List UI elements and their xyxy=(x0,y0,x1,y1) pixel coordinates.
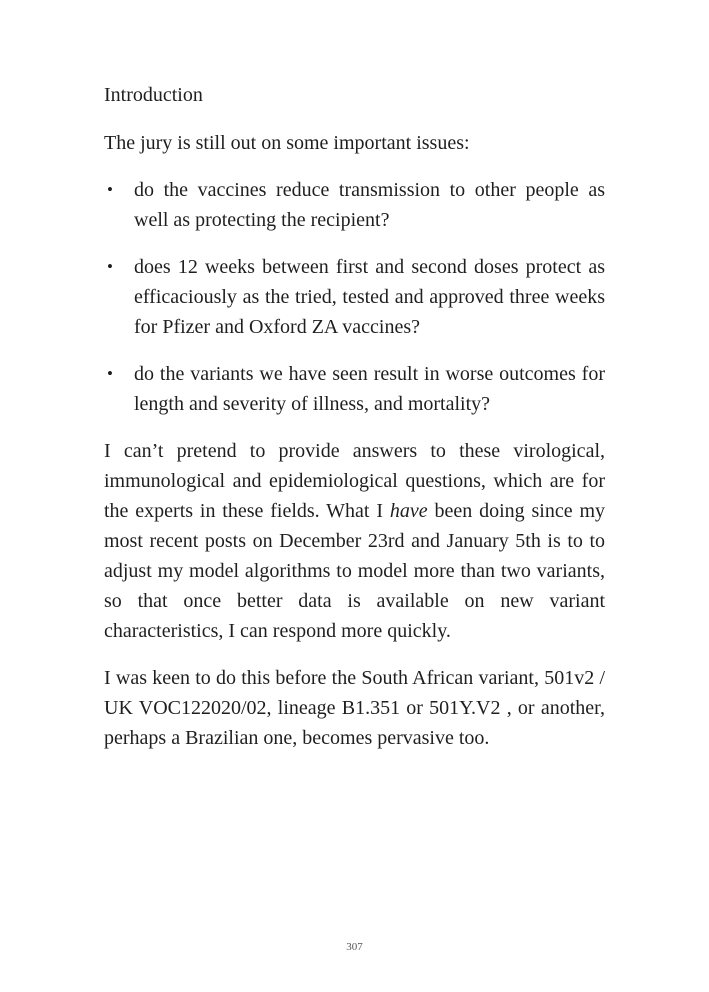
body-paragraph xyxy=(104,436,605,646)
bullet-icon: • xyxy=(107,180,113,199)
paragraph-text: I can’t pretend to provide answers to these virological, immunological and epidemiological questions, which are for the experts in these fields. What I xyxy=(104,440,605,522)
italic-word: have xyxy=(389,500,428,522)
section-heading: Introduction xyxy=(104,84,203,106)
body-paragraph: I was keen to do this before the South African variant, 501v2 / UK VOC122020/02, lineage B1.351 or 501Y.V2 , or another, perhaps a Brazilian one, becomes pervasive too. xyxy=(104,667,605,749)
list-item-text: does 12 weeks between first and second doses protect as efficaciously as the tried, tested and approved three weeks for Pfizer and Oxford ZA vaccines? xyxy=(134,256,605,338)
page-number: 307 xyxy=(346,941,363,953)
document-page xyxy=(104,82,605,770)
paragraph-text: been doing since my most recent posts on December 23rd and January 5th is to to adjust my model algorithms to model more than two variants, so that once better data is available on new variant characteristics, I can respond more quickly. xyxy=(104,500,605,642)
bullet-icon: • xyxy=(107,364,113,383)
list-item xyxy=(104,175,605,235)
intro-paragraph: The jury is still out on some important issues: xyxy=(104,132,470,154)
list-item xyxy=(104,252,605,342)
list-item-text: do the variants we have seen result in worse outcomes for length and severity of illness, and mortality? xyxy=(134,363,605,415)
list-item xyxy=(104,359,605,419)
bullet-list xyxy=(104,175,605,419)
list-item-text: do the vaccines reduce transmission to other people as well as protecting the recipient? xyxy=(134,179,605,231)
bullet-icon: • xyxy=(107,257,113,276)
